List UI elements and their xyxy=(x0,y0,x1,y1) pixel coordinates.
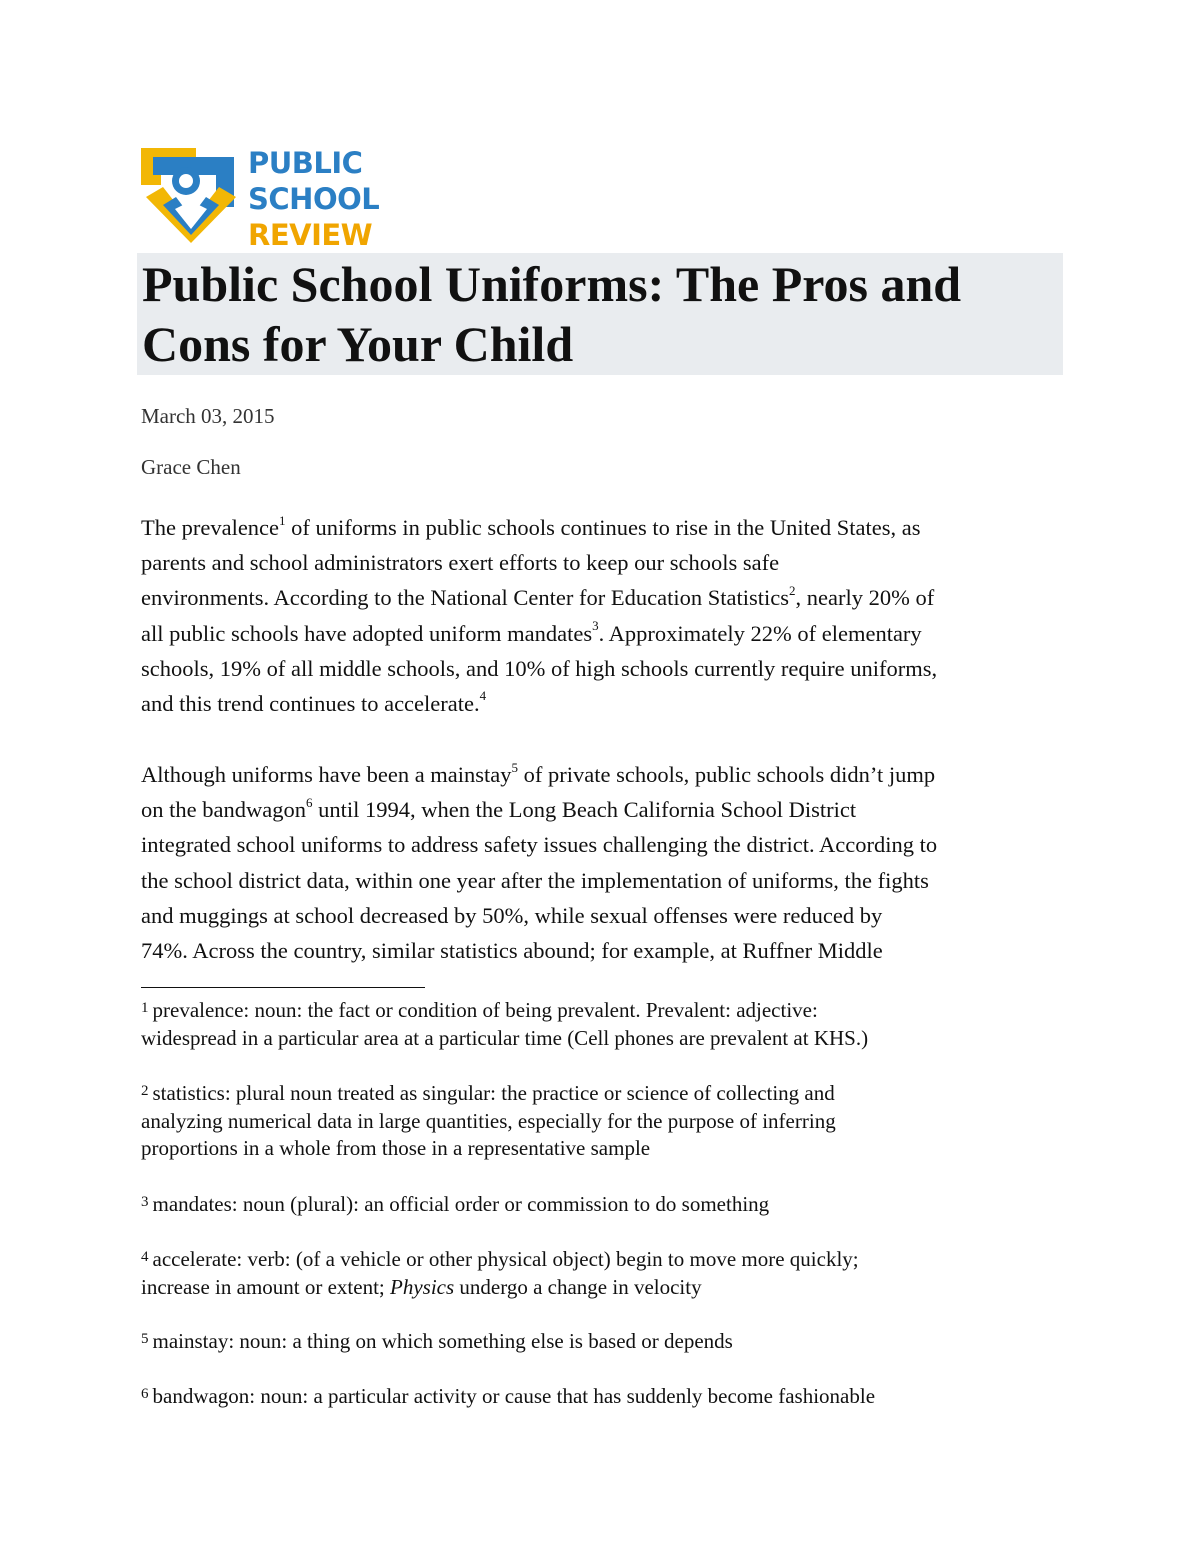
title-line-2: Cons for Your Child xyxy=(142,316,574,372)
logo-mark-icon xyxy=(141,145,241,245)
p1-line xyxy=(141,686,1053,721)
footnote-number: 2 xyxy=(141,1083,149,1099)
p1-line xyxy=(141,616,1053,651)
text-run: all public schools have adopted uniform mandates xyxy=(141,620,593,646)
footnote-3 xyxy=(141,1191,1071,1219)
footnote-line: widespread in a particular area at a particular time (Cell phones are prevalent at KHS.) xyxy=(141,1025,869,1050)
text-run: on the bandwagon xyxy=(141,797,306,823)
text-run: until 1994, when the Long Beach California School District xyxy=(312,797,857,823)
text-run: Although uniforms have been a mainstay xyxy=(141,762,512,787)
footnote-line xyxy=(141,1328,1071,1356)
footnote-4 xyxy=(141,1246,1071,1301)
footnote-number: 3 xyxy=(141,1194,149,1210)
text-run: 74%. Across the country, similar statistics abound; for example, at Ruffner Middle xyxy=(141,937,883,963)
p1-line xyxy=(141,510,1053,545)
footnote-ref[interactable]: 4 xyxy=(479,688,487,704)
paragraph-2 xyxy=(141,757,1053,968)
text-run: parents and school administrators exert efforts to keep our schools safe xyxy=(141,550,780,576)
footnote-6 xyxy=(141,1383,1071,1411)
logo-line-school: SCHOOL xyxy=(248,182,380,216)
footnote-ref[interactable]: 2 xyxy=(788,582,796,598)
footnote-separator xyxy=(141,987,425,988)
footnote-text: accelerate: verb: (of a vehicle or other physical object) begin to move more quickly; xyxy=(152,1247,859,1271)
title-line-1: Public School Uniforms: The Pros and xyxy=(142,256,962,312)
logo-line-public: PUBLIC xyxy=(248,146,363,180)
footnote-line: analyzing numerical data in large quantities, especially for the purpose of inferring xyxy=(141,1108,836,1133)
footnote-line: proportions in a whole from those in a representative sample xyxy=(141,1136,651,1160)
footnote-number: 4 xyxy=(141,1249,149,1265)
footnote-ref[interactable]: 3 xyxy=(592,618,599,634)
footnote-text: bandwagon: noun: a particular activity or cause that has suddenly become fashionable xyxy=(152,1384,876,1408)
text-run: environments. According to the National Center for Education Statistics xyxy=(141,585,789,611)
logo-wordmark xyxy=(248,145,398,253)
footnote-text: prevalence: noun: the fact or condition of being prevalent. Prevalent: adjective: xyxy=(152,998,818,1022)
p1-line xyxy=(141,651,1053,686)
text-run: integrated school uniforms to address safety issues challenging the district. According to xyxy=(141,832,938,858)
footnote-line xyxy=(141,1080,1071,1108)
text-run: of private schools, public schools didn’t jump xyxy=(518,762,936,787)
footnote-line xyxy=(141,1191,1071,1219)
footnote-ref[interactable]: 1 xyxy=(279,512,286,528)
footnote-text: increase in amount or extent; xyxy=(141,1274,390,1299)
p2-line xyxy=(141,898,1053,933)
footnote-5 xyxy=(141,1328,1071,1356)
footnote-ref[interactable]: 6 xyxy=(305,794,313,810)
article-title xyxy=(142,254,1052,374)
p2-line xyxy=(141,792,1053,827)
footnote-1 xyxy=(141,997,1071,1052)
text-run: of uniforms in public schools continues to rise in the United States, as xyxy=(285,515,921,540)
footnote-ref[interactable]: 5 xyxy=(511,759,519,775)
text-run: The prevalence xyxy=(141,515,280,540)
footnote-line xyxy=(141,997,1071,1025)
text-run: , nearly 20% of xyxy=(795,585,935,611)
footnote-line xyxy=(141,1246,1071,1274)
footnote-line xyxy=(141,1383,1071,1411)
footnote-number: 1 xyxy=(141,1000,149,1016)
p2-line xyxy=(141,757,1053,792)
p2-line xyxy=(141,827,1053,862)
p2-line xyxy=(141,933,1053,968)
text-run: and this trend continues to accelerate. xyxy=(141,690,480,716)
p2-line xyxy=(141,863,1053,898)
footnote-text: mandates: noun (plural): an official order or commission to do something xyxy=(152,1192,770,1216)
footnote-text: mainstay: noun: a thing on which something else is based or depends xyxy=(152,1329,733,1353)
footnote-2 xyxy=(141,1080,1071,1163)
footnote-text: statistics: plural noun treated as singular: the practice or science of collecting and xyxy=(152,1081,835,1105)
p1-line xyxy=(141,580,1053,615)
logo-line-review: REVIEW xyxy=(248,218,373,252)
footnote-line xyxy=(141,1274,1071,1302)
footnote-number: 6 xyxy=(141,1386,149,1402)
footnote-italic-text: Physics xyxy=(390,1274,455,1299)
footnote-number: 5 xyxy=(141,1331,149,1347)
text-run: and muggings at school decreased by 50%, while sexual offenses were reduced by xyxy=(141,902,883,928)
article-author: Grace Chen xyxy=(141,455,241,479)
public-school-review-logo xyxy=(141,145,401,252)
text-run: . Approximately 22% of elementary xyxy=(598,620,922,646)
article-date: March 03, 2015 xyxy=(141,404,275,428)
text-run: the school district data, within one year after the implementation of uniforms, the fights xyxy=(141,867,929,893)
footnote-text: undergo a change in velocity xyxy=(454,1274,702,1299)
text-run: schools, 19% of all middle schools, and 10% of high schools currently require uniforms, xyxy=(141,655,938,681)
p1-line xyxy=(141,545,1053,580)
paragraph-1 xyxy=(141,510,1053,721)
